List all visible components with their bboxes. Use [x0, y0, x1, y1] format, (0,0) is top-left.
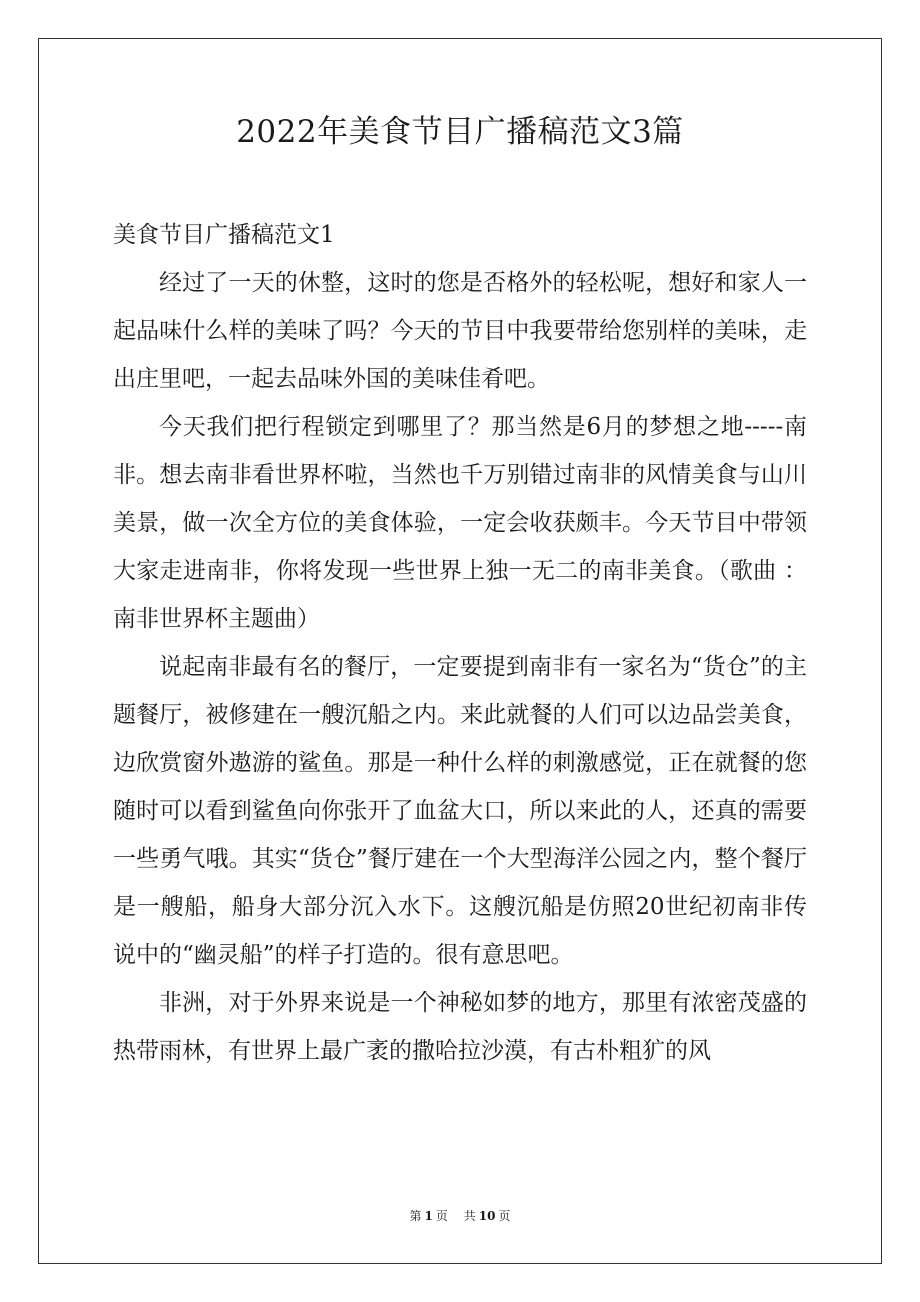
page-total: 共 10 页 — [463, 1209, 511, 1223]
paragraph-3: 说起南非最有名的餐厅，一定要提到南非有一家名为“货仓”的主题餐厅，被修建在一艘沉船之内。来此就餐的人们可以边品尝美食，边欣赏窗外遨游的鲨鱼。那是一种什么样的刺激感觉，正在就餐的您随时可以看到鲨鱼向你张开了血盆大口，所以来此的人，还真的需要一些勇气哦。其实“货仓”餐厅建在一个大型海洋公园之内，整个餐厅是一艘船，船身大部分沉入水下。这艘沉船是仿照20世纪初南非传说中的“幽灵船”的样子打造的。很有意思吧。 — [113, 654, 807, 968]
paragraph-4: 非洲，对于外界来说是一个神秘如梦的地方，那里有浓密茂盛的热带雨林，有世界上最广袤的撒哈拉沙漠，有古朴粗犷的风 — [113, 990, 807, 1064]
page-footer — [0, 1207, 920, 1225]
section-subtitle: 美食节目广播稿范文1 — [113, 222, 335, 248]
paragraph-1: 经过了一天的休整，这时的您是否格外的轻松呢，想好和家人一起品味什么样的美味了吗？今天的节目中我要带给您别样的美味，走出庄里吧，一起去品味外国的美味佳肴吧。 — [113, 270, 807, 392]
page-number: 第 1 页 — [409, 1209, 448, 1223]
document-title: 2022年美食节目广播稿范文3篇 — [236, 114, 684, 150]
paragraph-2: 今天我们把行程锁定到哪里了？那当然是6月的梦想之地-----南非。想去南非看世界杯啦，当然也千万别错过南非的风情美食与山川美景，做一次全方位的美食体验，一定会收获颇丰。今天节目中带领大家走进南非，你将发现一些世界上独一无二的南非美食。（歌曲 ：南非世界杯主题曲） — [113, 414, 807, 632]
document-body — [113, 211, 807, 1075]
